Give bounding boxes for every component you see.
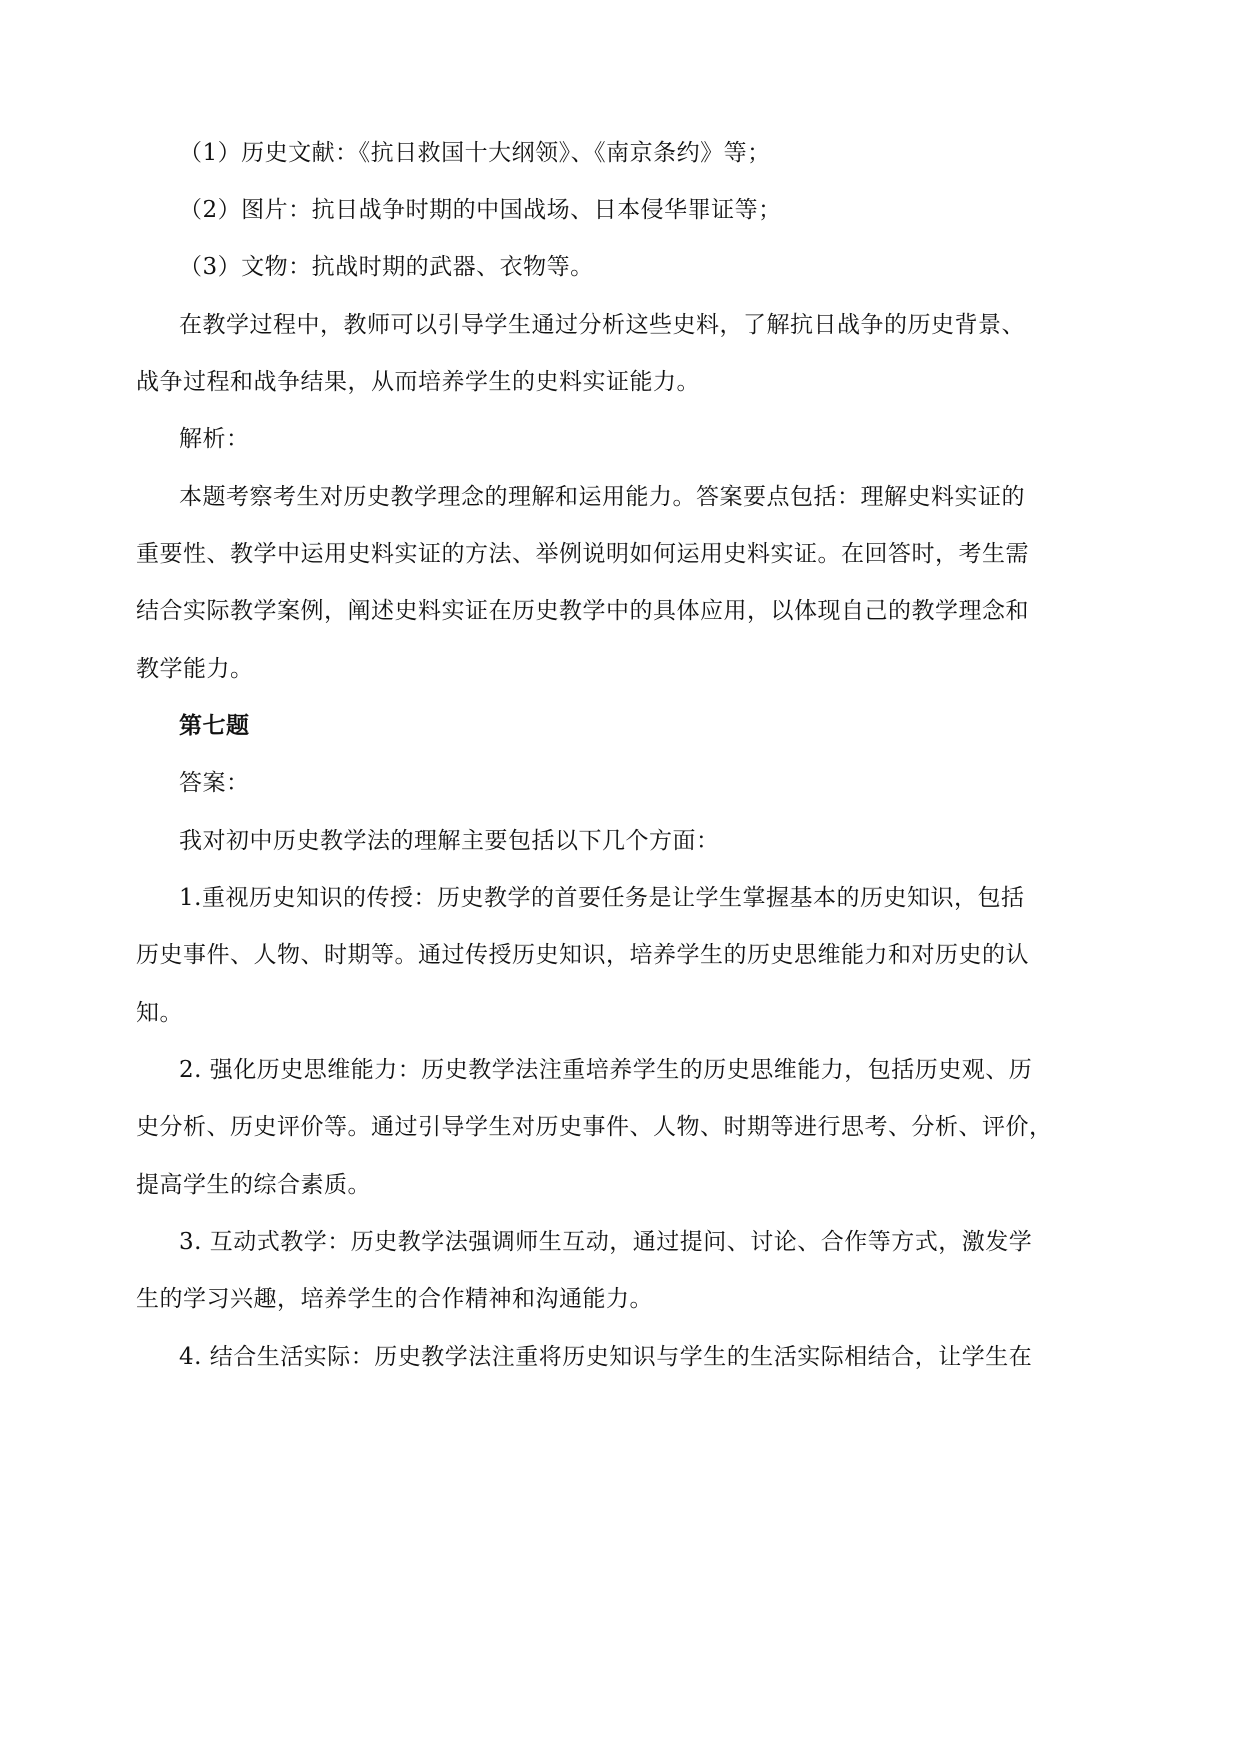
paragraph-line: 战争过程和战争结果，从而培养学生的史料实证能力。	[136, 369, 700, 395]
question-heading: 第七题	[179, 712, 250, 739]
list-item-2-line: 提高学生的综合素质。	[136, 1172, 371, 1198]
paragraph-line: 重要性、教学中运用史料实证的方法、举例说明如何运用史料实证。在回答时，考生需	[136, 541, 1029, 567]
list-item-4-line: 4. 结合生活实际：历史教学法注重将历史知识与学生的生活实际相结合，让学生在	[179, 1344, 1033, 1370]
source-item-1: （1）历史文献：《抗日救国十大纲领》、《南京条约》等；	[179, 140, 771, 166]
list-item-3-line: 3. 互动式教学：历史教学法强调师生互动，通过提问、讨论、合作等方式，激发学	[179, 1229, 1033, 1255]
paragraph-line: 我对初中历史教学法的理解主要包括以下几个方面：	[179, 828, 720, 854]
paragraph-line: 本题考察考生对历史教学理念的理解和运用能力。答案要点包括：理解史料实证的	[179, 484, 1025, 510]
paragraph-line: 结合实际教学案例，阐述史料实证在历史教学中的具体应用，以体现自己的教学理念和	[136, 598, 1029, 624]
source-item-2: （2）图片：抗日战争时期的中国战场、日本侵华罪证等；	[179, 197, 782, 223]
paragraph-line: 在教学过程中，教师可以引导学生通过分析这些史料，了解抗日战争的历史背景、	[179, 312, 1025, 338]
analysis-label: 解析：	[179, 426, 250, 452]
answer-label: 答案：	[179, 770, 250, 796]
list-item-1-line: 1.重视历史知识的传授：历史教学的首要任务是让学生掌握基本的历史知识，包括	[179, 885, 1025, 911]
list-item-3-line: 生的学习兴趣，培养学生的合作精神和沟通能力。	[136, 1286, 653, 1312]
list-item-2-line: 2. 强化历史思维能力：历史教学法注重培养学生的历史思维能力，包括历史观、历	[179, 1057, 1033, 1083]
list-item-1-line: 知。	[136, 1000, 183, 1026]
source-item-3: （3）文物：抗战时期的武器、衣物等。	[179, 254, 594, 280]
list-item-1-line: 历史事件、人物、时期等。通过传授历史知识，培养学生的历史思维能力和对历史的认	[136, 942, 1029, 968]
list-item-2-line: 史分析、历史评价等。通过引导学生对历史事件、人物、时期等进行思考、分析、评价，	[136, 1114, 1053, 1140]
paragraph-line: 教学能力。	[136, 656, 254, 682]
